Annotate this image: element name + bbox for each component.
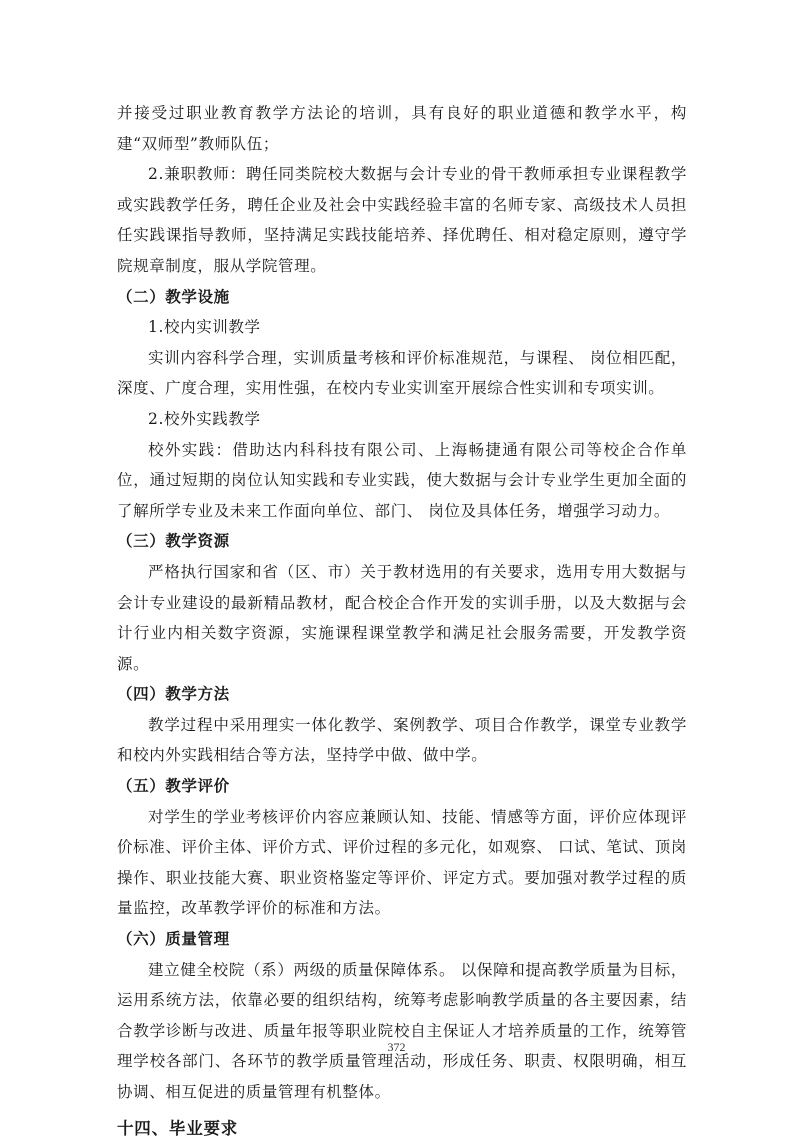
document-body — [117, 98, 687, 1146]
subheading-onsite-training: 1.校内实训教学 — [148, 318, 261, 337]
paragraph-offsite-practice: 校外实践：借助达内科科技有限公司、上海畅捷通有限公司等校企合作单位，通过短期的岗位认知实践和专业实践，使大数据与会计专业学生更加全面的了解所学专业及未来工作面向单位、部门、 岗位及具体任务，增强学习动力。 — [117, 440, 687, 520]
heading-teaching-methods: （四）教学方法 — [117, 684, 230, 704]
chapter-heading-graduation-requirements: 十四、毕业要求 — [117, 1118, 239, 1138]
subheading-offsite-practice: 2.校外实践教学 — [148, 409, 261, 428]
heading-teaching-facilities: （二）教学设施 — [117, 286, 230, 306]
paragraph-quality-management: 建立健全校院（系）两级的质量保障体系。 以保障和提高教学质量为目标，运用系统方法，依靠必要的组织结构，统筹考虑影响教学质量的各主要因素，结合教学诊断与改进、质量年报等职业院校自主保证人才培养质量的工作，统筹管理学校各部门、各环节的教学质量管理活动，形成任务、职责、权限明确，相互协调、相互促进的质量管理有机整体。 — [117, 960, 687, 1101]
heading-quality-management: （六）质量管理 — [117, 929, 230, 949]
heading-teaching-resources: （三）教学资源 — [117, 531, 230, 551]
heading-teaching-evaluation: （五）教学评价 — [117, 776, 230, 796]
paragraph-teaching-evaluation: 对学生的学业考核评价内容应兼顾认知、技能、情感等方面，评价应体现评价标准、评价主体、评价方式、评价过程的多元化，如观察、 口试、笔试、顶岗操作、职业技能大赛、职业资格鉴定等评价、评定方式。要加强对教学过程的质量监控，改革教学评价的标准和方法。 — [117, 807, 687, 918]
paragraph-parttime-teachers: 2.兼职教师：聘任同类院校大数据与会计专业的骨干教师承担专业课程教学或实践教学任务，聘任企业及社会中实践经验丰富的名师专家、高级技术人员担任实践课指导教师，坚持满足实践技能培养、择优聘任、相对稳定原则，遵守学院规章制度，服从学院管理。 — [117, 165, 687, 275]
paragraph-onsite-training: 实训内容科学合理，实训质量考核和评价标准规范，与课程、 岗位相匹配，深度、广度合理，实用性强，在校内专业实训室开展综合性实训和专项实训。 — [117, 348, 687, 398]
paragraph-teaching-methods: 教学过程中采用理实一体化教学、案例教学、项目合作教学，课堂专业教学和校内外实践相结合等方法，坚持学中做、做中学。 — [117, 715, 687, 765]
paragraph-teaching-resources: 严格执行国家和省（区、市）关于教材选用的有关要求，选用专用大数据与会计专业建设的最新精品教材，配合校企合作开发的实训手册，以及大数据与会计行业内相关数字资源，实施课程课堂教学和满足社会服务需要，开发教学资源。 — [117, 562, 687, 673]
paragraph-fulltime-teachers-continuation: 并接受过职业教育教学方法论的培训，具有良好的职业道德和教学水平，构建“双师型”教师队伍； — [117, 104, 687, 153]
page-number: 372 — [387, 1040, 406, 1054]
